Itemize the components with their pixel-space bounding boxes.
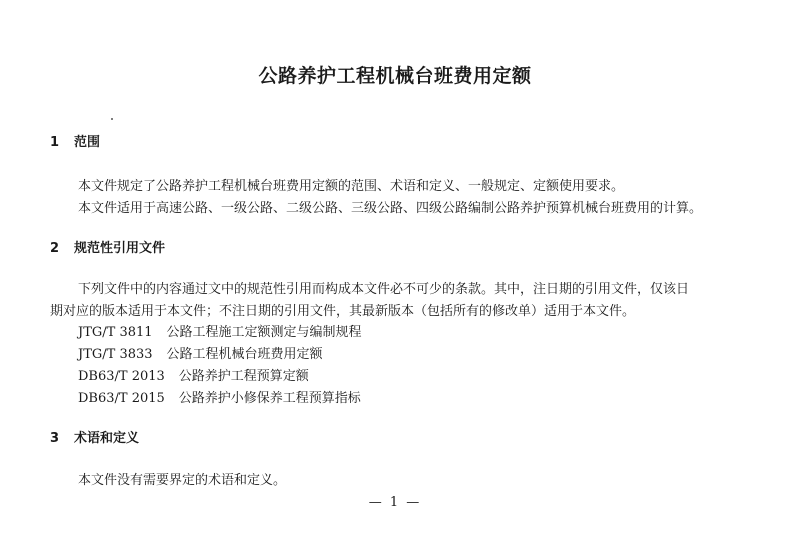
terms-paragraph: 本文件没有需要界定的术语和定义。: [78, 473, 287, 488]
scope-paragraph-2: 本文件适用于高速公路、一级公路、二级公路、三级公路、四级公路编制公路养护预算机械台班费用的计算。: [78, 201, 703, 216]
reference-item: [78, 344, 323, 366]
scan-speck: [111, 118, 113, 120]
reference-item: [78, 388, 361, 410]
section-number: 1: [50, 135, 60, 150]
reference-title: 公路养护小修保养工程预算指标: [178, 391, 361, 406]
section-heading-terms-definitions: [50, 430, 139, 448]
section-title: 范围: [74, 135, 101, 150]
reference-title: 公路工程机械台班费用定额: [166, 347, 323, 362]
references-paragraph-line-1: 下列文件中的内容通过文中的规范性引用而构成本文件必不可少的条款。其中，注日期的引用文件，仅该日: [78, 282, 690, 297]
reference-title: 公路工程施工定额测定与编制规程: [166, 325, 362, 340]
reference-item: [78, 322, 362, 344]
reference-code: JTG/T 3833: [78, 347, 153, 362]
section-title: 术语和定义: [74, 431, 140, 446]
section-title: 规范性引用文件: [74, 241, 166, 256]
reference-code: DB63/T 2015: [78, 391, 165, 406]
reference-code: DB63/T 2013: [78, 369, 165, 384]
page-number: — 1 —: [368, 495, 422, 510]
reference-code: JTG/T 3811: [78, 325, 153, 340]
section-heading-scope: [50, 134, 100, 152]
scope-paragraph-1: 本文件规定了公路养护工程机械台班费用定额的范围、术语和定义、一般规定、定额使用要求。: [78, 179, 625, 194]
reference-title: 公路养护工程预算定额: [178, 369, 309, 384]
section-heading-normative-references: [50, 240, 165, 258]
section-number: 3: [50, 431, 60, 446]
page-title: 公路养护工程机械台班费用定额: [258, 65, 532, 87]
reference-item: [78, 366, 309, 388]
section-number: 2: [50, 241, 60, 256]
references-paragraph-line-2: 期对应的版本适用于本文件；不注日期的引用文件，其最新版本（包括所有的修改单）适用于本文件。: [50, 304, 636, 319]
